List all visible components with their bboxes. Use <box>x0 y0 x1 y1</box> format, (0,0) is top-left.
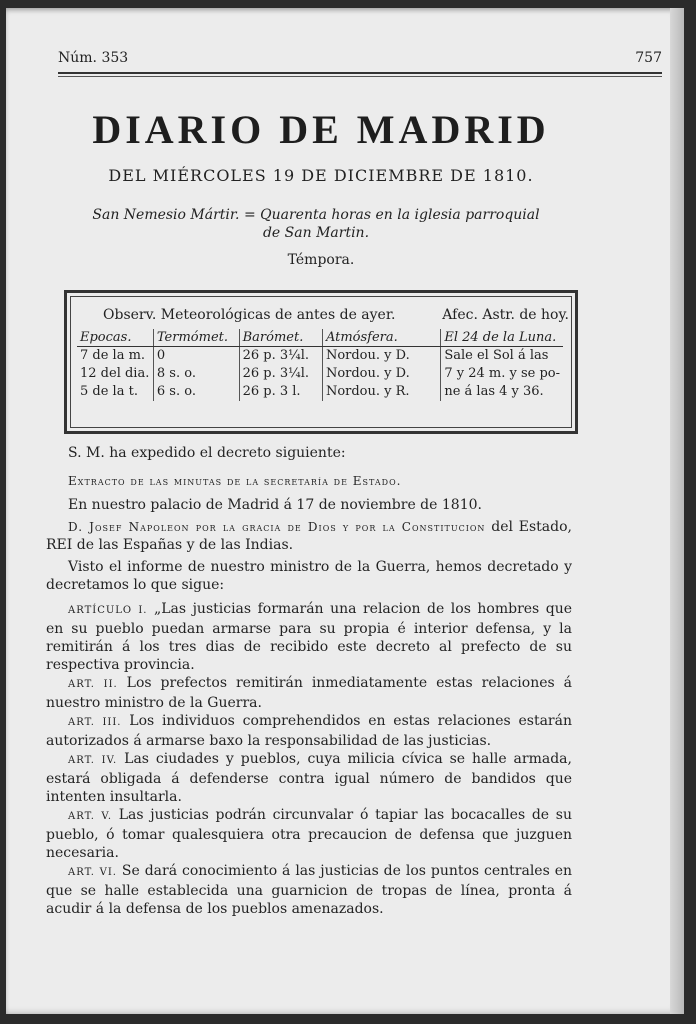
king-title-lead: D. Josef Napoleon por la gracia de Dios y por la Constitucion <box>68 520 486 534</box>
article-text: Los individuos comprehendidos en estas relaciones estarán autorizados á armarse baxo la responsabilidad de las justicias. <box>46 713 572 749</box>
saint-line-2: de San Martin. <box>262 225 370 241</box>
temporada: Témpora. <box>287 252 355 268</box>
cell: 26 p. 3¼l. <box>239 365 322 383</box>
header-rule <box>58 72 662 74</box>
cell: Nordou. y R. <box>322 383 440 401</box>
col-barometro: Barómet. <box>239 329 322 347</box>
article-text: Los prefectos remitirán inmediatamente estas relaciones á nuestro ministro de la Guerra. <box>46 675 572 711</box>
newspaper-page <box>6 8 684 1014</box>
cell: 8 s. o. <box>153 365 239 383</box>
article-text: Las justicias podrán circunvalar ó tapiar las bocacalles de su pueblo, ó tomar qualesquiera otra precaucion de defensa que juzguen necesaria. <box>46 807 572 861</box>
article-body <box>46 444 572 918</box>
article-label: ARTÍCULO I. <box>68 605 148 616</box>
col-termometro: Termómet. <box>153 329 239 347</box>
cell: Nordou. y D. <box>322 365 440 383</box>
col-epocas: Epocas. <box>77 329 153 347</box>
table-row <box>77 365 563 383</box>
extract-heading: Extracto de las minutas de la secretaría de Estado. <box>68 474 402 488</box>
cell: 12 del dia. <box>80 366 150 381</box>
article-item <box>46 600 572 674</box>
article-label: ART. VI. <box>68 867 117 878</box>
cell: 6 s. o. <box>153 383 239 401</box>
article-label: ART. II. <box>68 679 118 690</box>
decree-intro: S. M. ha expedido el decreto siguiente: <box>68 445 346 461</box>
cell: 26 p. 3¼l. <box>239 347 322 366</box>
saint-of-day <box>66 206 566 242</box>
masthead-title: DIARIO DE MADRID <box>92 107 550 152</box>
article-text: Las ciudades y pueblos, cuya milicia cívica se halle armada, estará obligada á defenderse contra igual número de bandidos que intenten insultarla. <box>46 751 572 805</box>
cell: 26 p. 3 l. <box>239 383 322 401</box>
col-atmosfera: Atmósfera. <box>322 329 440 347</box>
article-text: Se dará conocimiento á las justicias de los puntos centrales en que se halle establecida una guarnicion de tropas de línea, pronta á acudir á la defensa de los pueblos amenazados. <box>46 863 573 917</box>
article-text: „Las justicias formarán una relacion de los hombres que en su pueblo puedan armarse para su propia é interior defensa, y la remitirán á los tres dias de recibido este decreto al prefecto de su respectiva provincia. <box>46 601 572 673</box>
meteo-heading-right: Afec. Astr. de hoy. <box>442 307 569 323</box>
article-item <box>46 862 572 918</box>
table-row <box>77 347 563 366</box>
king-title <box>46 518 572 554</box>
issue-number: Núm. 353 <box>58 50 129 66</box>
cell: ne á las 4 y 36. <box>441 383 563 401</box>
meteo-table <box>77 329 563 401</box>
article-label: ART. III. <box>68 717 122 728</box>
meteo-heading-left: Observ. Meteorológicas de antes de ayer. <box>103 307 396 323</box>
cell: 7 y 24 m. y se po- <box>441 365 563 383</box>
article-label: ART. V. <box>68 811 113 822</box>
meteorological-box <box>64 290 578 434</box>
decree-place: En nuestro palacio de Madrid á 17 de noviembre de 1810. <box>68 497 482 513</box>
article-item <box>46 674 572 712</box>
cell: 5 de la t. <box>80 384 138 399</box>
cell: 7 de la m. <box>80 348 146 363</box>
cell: Sale el Sol á las <box>441 347 563 366</box>
saint-line-1: San Nemesio Mártir. = Quarenta horas en la iglesia parroquial <box>92 207 540 223</box>
article-item <box>46 750 572 806</box>
visto-paragraph: Visto el informe de nuestro ministro de la Guerra, hemos decretado y decretamos lo que sigue: <box>46 559 572 593</box>
header-row <box>58 50 662 70</box>
article-item <box>46 806 572 862</box>
article-label: ART. IV. <box>68 755 118 766</box>
king-title-rest: del Estado, REI de las Españas y de las Indias. <box>46 519 572 553</box>
col-luna: El 24 de la Luna. <box>441 329 563 347</box>
page-number: 757 <box>635 50 662 66</box>
cell: Nordou. y D. <box>322 347 440 366</box>
meteo-header-row <box>77 329 563 347</box>
page-edge-shadow <box>670 8 684 1014</box>
table-row <box>77 383 563 401</box>
header-rule-thin <box>58 76 662 77</box>
cell: 0 <box>153 347 239 366</box>
issue-date: DEL MIÉRCOLES 19 DE DICIEMBRE DE 1810. <box>108 166 534 185</box>
article-item <box>46 712 572 750</box>
